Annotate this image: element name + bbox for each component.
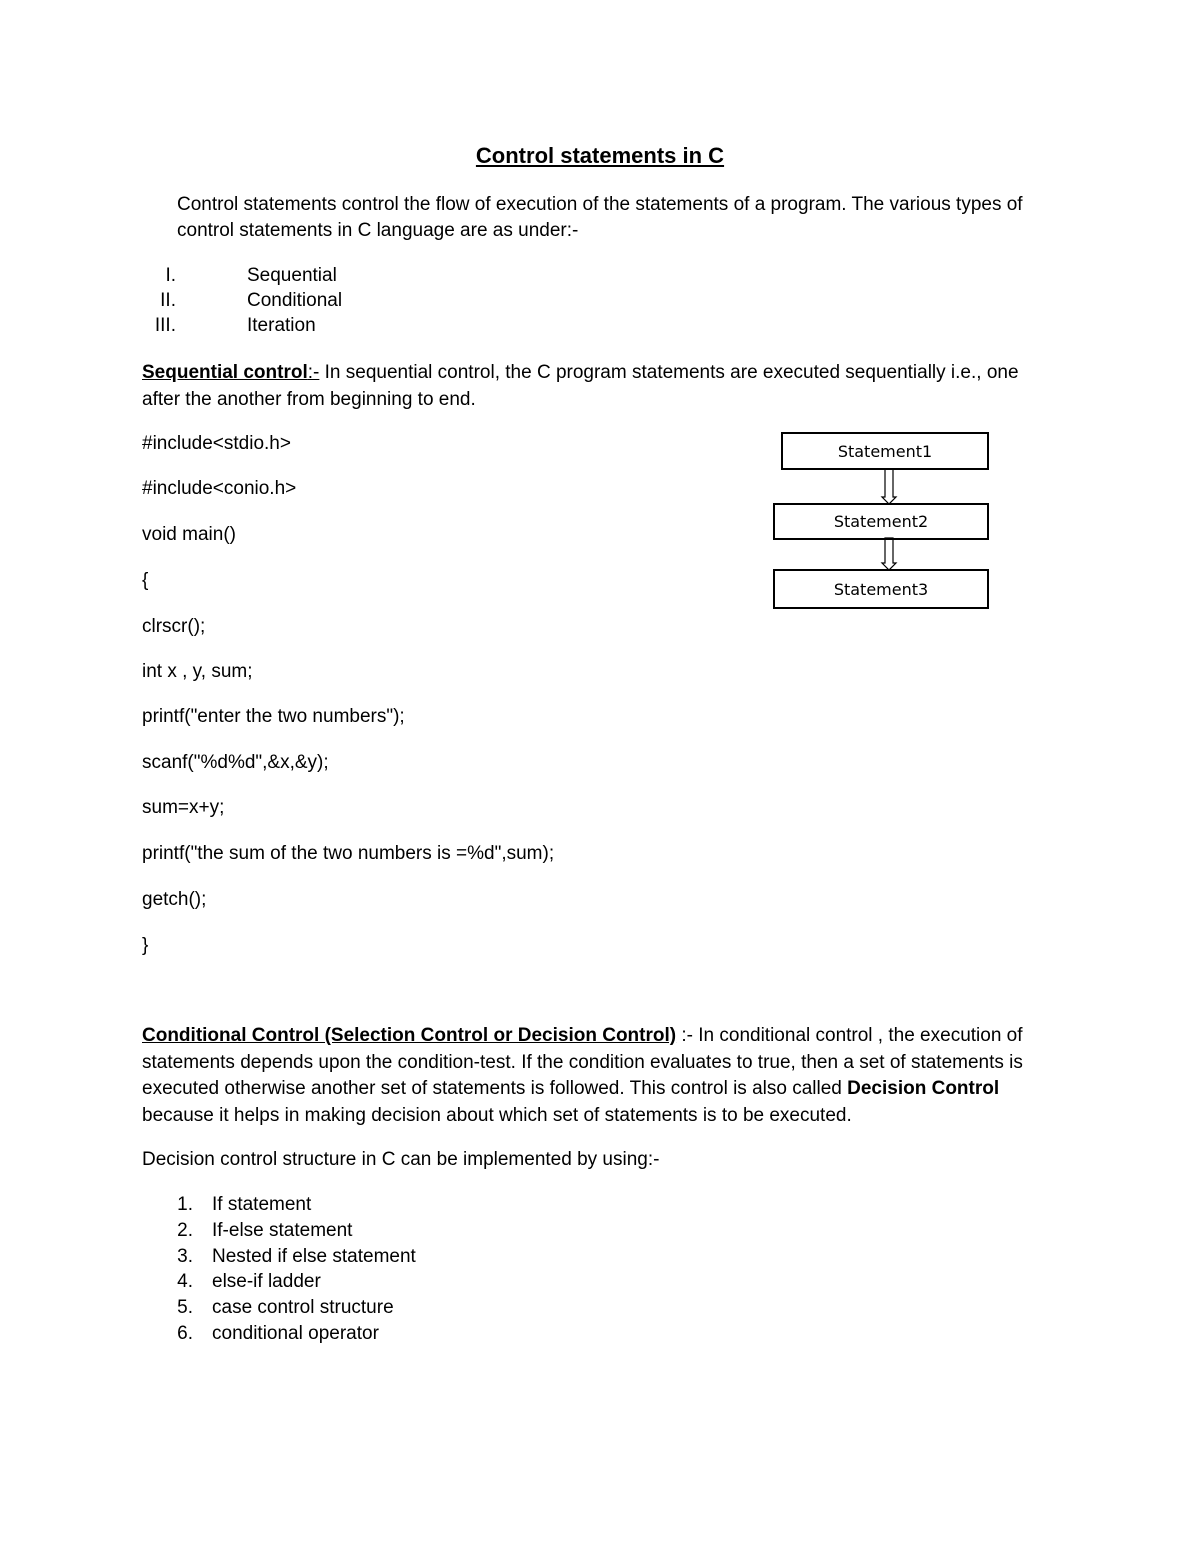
intro-paragraph: Control statements control the flow of execution of the statements of a program. The various types of control statements in C language are as under:- xyxy=(177,194,1023,241)
list-item: Sequential xyxy=(247,265,337,286)
list-item-number: 4. xyxy=(177,1271,193,1292)
code-line: scanf("%d%d",&x,&y); xyxy=(142,752,329,773)
flowchart-box: Statement3 xyxy=(773,569,989,609)
list-item: If-else statement xyxy=(212,1220,353,1241)
list-item-number: 6. xyxy=(177,1323,193,1344)
list-item: Conditional xyxy=(247,290,343,311)
list-item-number: 3. xyxy=(177,1246,193,1267)
list-item: Iteration xyxy=(247,315,316,336)
sequential-body: In sequential control, the C program statements are executed sequentially i.e., one after the another from beginning to end. xyxy=(142,362,1019,410)
list-item-number: 5. xyxy=(177,1297,193,1318)
conditional-body: :- In conditional control , the execution of statements depends upon the condition-test. If the condition evaluates to true, then a set of statements is executed otherwise another set of statements is followed. This control is also called xyxy=(142,1025,1023,1099)
flowchart-box: Statement1 xyxy=(781,432,989,470)
code-line: printf("the sum of the two numbers is =%d",sum); xyxy=(142,843,555,864)
list-item: conditional operator xyxy=(212,1323,379,1344)
flowchart-box: Statement2 xyxy=(773,503,989,540)
code-line: #include<stdio.h> xyxy=(142,433,291,454)
list-item-number: II. xyxy=(160,290,176,311)
decision-intro: Decision control structure in C can be implemented by using:- xyxy=(142,1149,660,1170)
sequential-separator: :- xyxy=(307,362,320,383)
code-line: } xyxy=(142,935,149,956)
code-line: int x , y, sum; xyxy=(142,661,253,682)
down-arrow-icon xyxy=(882,538,896,570)
code-line: sum=x+y; xyxy=(142,797,225,818)
down-arrow-icon xyxy=(882,469,896,504)
code-line: #include<conio.h> xyxy=(142,478,297,499)
conditional-body-end: because it helps in making decision about which set of statements is to be executed. xyxy=(142,1104,852,1126)
conditional-paragraph xyxy=(142,1023,1057,1129)
code-line: printf("enter the two numbers"); xyxy=(142,706,405,727)
list-item: Nested if else statement xyxy=(212,1246,416,1267)
code-line: clrscr(); xyxy=(142,616,206,637)
list-item-number: III. xyxy=(154,315,176,336)
list-item: case control structure xyxy=(212,1297,394,1318)
list-item-number: I. xyxy=(165,265,176,286)
code-line: void main() xyxy=(142,524,236,545)
code-line: { xyxy=(142,570,149,591)
list-item: If statement xyxy=(212,1194,312,1215)
list-item-number: 2. xyxy=(177,1220,193,1241)
list-item: else-if ladder xyxy=(212,1271,321,1292)
conditional-heading: Conditional Control (Selection Control or Decision Control) xyxy=(142,1025,677,1046)
page-title: Control statements in C xyxy=(475,143,725,168)
decision-control-term: Decision Control xyxy=(847,1078,1000,1099)
list-item-number: 1. xyxy=(177,1194,193,1215)
flowchart-arrows xyxy=(0,0,1200,700)
sequential-heading: Sequential control xyxy=(142,362,308,383)
code-line: getch(); xyxy=(142,889,207,910)
